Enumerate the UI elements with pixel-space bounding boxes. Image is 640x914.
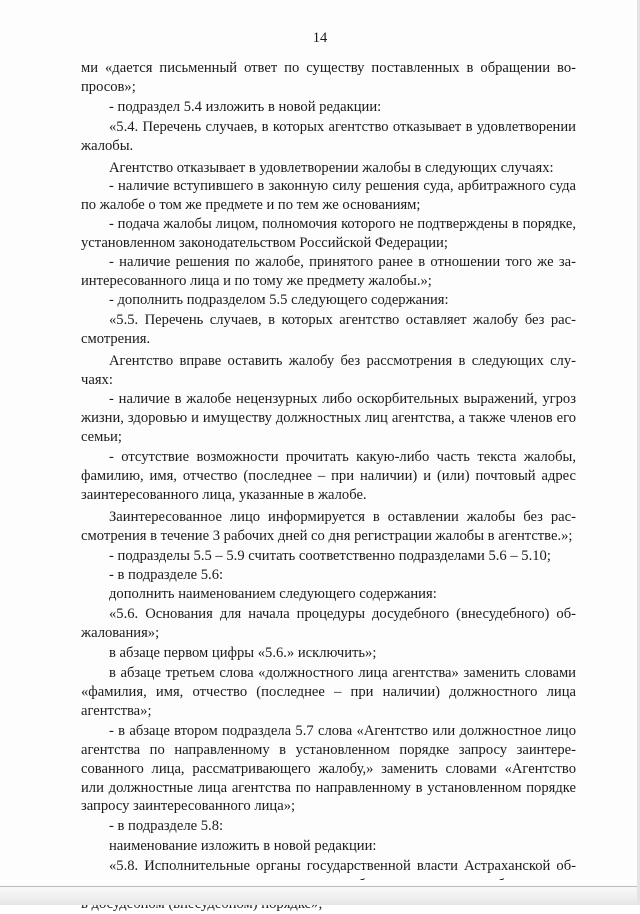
paragraph-rename-heading: наименование изложить в новой редакции: [109, 838, 377, 855]
paragraph-refusal-case-court: - наличие вступившего в законную силу решения суда, арбитражного суда по жалобе о том же предмете и по тем же основаниям; [81, 178, 576, 214]
paragraph-applicant-notified: Заинтересованное лицо информируется в оставлении жалобы без рассмотрения в течение 3 рабочих дней со дня регистрации жалобы в агентстве.»; [81, 508, 576, 544]
paragraph-no-review-obscene: - наличие в жалобе нецензурных либо оскорбительных выражений, угроз жизни, здоровью и имуществу должностных лиц агентства, а также членов его семьи; [81, 391, 576, 446]
paragraph-refusal-case-authority: - подача жалобы лицом, полномочия которого не подтверждены в порядке, установленном законодательством Российской Федерации; [81, 216, 576, 252]
paragraph-first-clause-edit: в абзаце первом цифры «5.6.» исключить»; [109, 645, 377, 662]
paragraph-renumber-subsections: - подразделы 5.5 – 5.9 считать соответственно подразделами 5.6 – 5.10; [109, 547, 551, 564]
paragraph-subsection-5-6: - в подразделе 5.6: [109, 566, 224, 583]
paragraph-amendment-5-5: - дополнить подразделом 5.5 следующего содержания: [109, 291, 449, 308]
paragraph-no-review-intro: Агентство вправе оставить жалобу без рассмотрения в следующих случаях: [81, 352, 576, 388]
paragraph-refusal-cases-intro: Агентство отказывает в удовлетворении жалобы в следующих случаях: [109, 159, 554, 176]
page-number: 14 [312, 30, 328, 46]
paragraph-subsection-5-7-edit: - в абзаце втором подраздела 5.7 слова «Агентство или должностное лицо агентства по направленному в установленном порядке запросу заинтересованного лица, рассматривающего жалобу,» заменить словами «Агентство или должностные лица агентства по направленному в установленном порядке запросу заинтересованного лица»; [81, 722, 576, 815]
paragraph-no-review-unreadable: - отсутствие возможности прочитать какую-либо часть текста жалобы, фамилию, имя, отчество (последнее – при наличии) и (или) почтовый адрес заинтересованного лица, указанные в жалобе. [81, 449, 576, 503]
paragraph-refusal-case-prior-decision: - наличие решения по жалобе, принятого ранее в отношении того же заинтересованного лица и по тому же предмету жалобы.»; [81, 254, 576, 289]
scan-bottom-line [0, 886, 640, 887]
document-body [81, 59, 576, 914]
paragraph-section-5-8-title: «5.8. Исполнительные органы государственной власти Астраханской об [109, 858, 576, 875]
paragraph-section-5-4-title: «5.4. Перечень случаев, в которых агентство отказывает в удовлетворении жалобы. [81, 118, 576, 154]
paragraph-third-clause-edit: в абзаце третьем слова «должностного лица агентства» заменить словами «фамилия, имя, отчество (последнее – при наличии) должностного лица агентства»; [81, 665, 576, 719]
paragraph-section-5-6-title: «5.6. Основания для начала процедуры досудебного (внесудебного) обжалования»; [81, 606, 576, 642]
scan-bottom-edge [0, 880, 640, 905]
paragraph-continuation: ми «дается письменный ответ по существу поставленных в обращении вопросов»; [81, 60, 576, 95]
paragraph-amendment-5-4: - подраздел 5.4 изложить в новой редакции: [109, 98, 382, 115]
paragraph-add-heading: дополнить наименованием следующего содержания: [109, 586, 437, 603]
paragraph-section-5-5-title: «5.5. Перечень случаев, в которых агентство оставляет жалобу без рассмотрения. [81, 311, 576, 347]
paragraph-subsection-5-8: - в подразделе 5.8: [109, 818, 224, 835]
